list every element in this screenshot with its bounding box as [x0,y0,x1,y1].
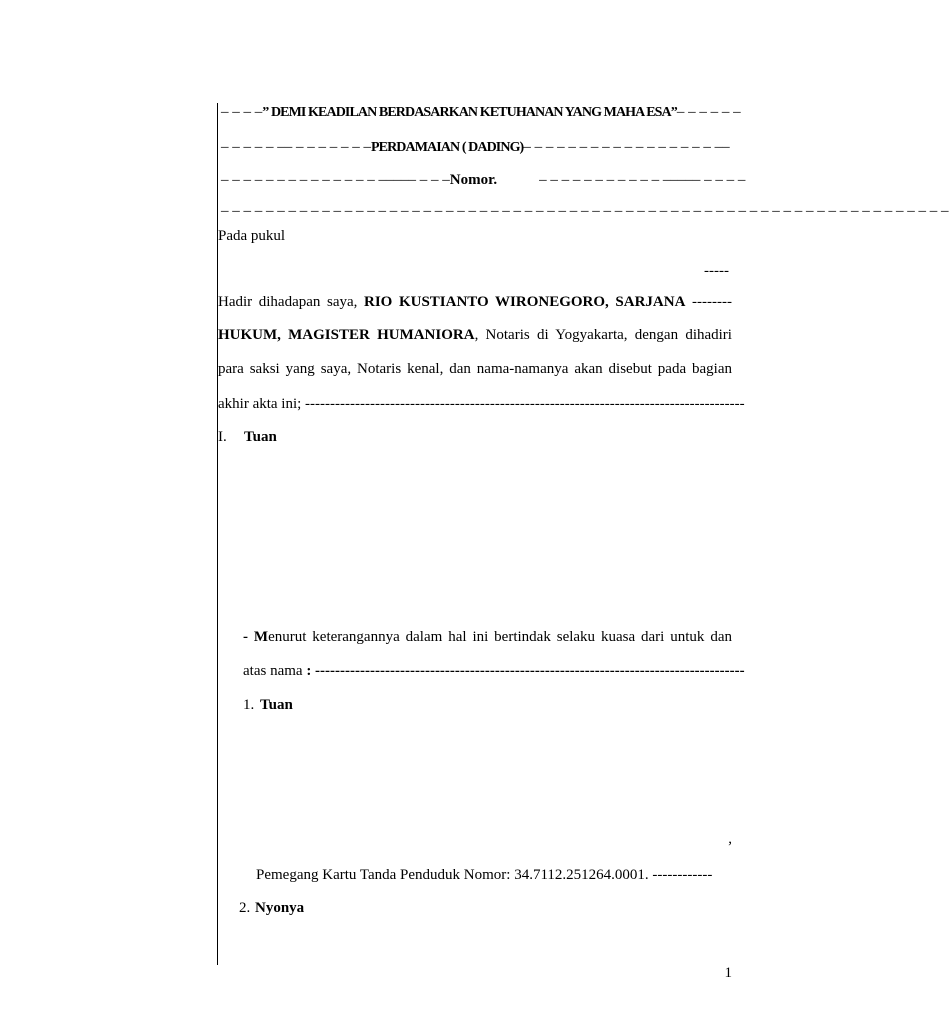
header-line-3-suffix: – – – – – – – – – – – ––––– – – – – [539,172,746,188]
hadir-line [218,293,732,311]
party-1-title: Tuan [244,429,277,445]
hadir-lead: Hadir dihadapan saya, [218,294,365,310]
item-1-title: Tuan [260,697,293,713]
header-line-4: – – – – – – – – – – – – – – – – – – – – – – – – – – – – – – – – – – – – – – – – – – – – – – – – – – – – – – – – – – – – – – – – – [221,203,949,219]
header-line-1-prefix: – – – – [221,104,263,120]
item-1-heading [243,696,754,714]
atas-nama-dashes: : -------------------------------------------------------------------------------------- [306,663,745,679]
header-line-3-prefix: – – – – – – – – – – – – – – ––––– – – – [221,172,450,188]
pada-pukul-label: Pada pukul [218,228,286,244]
ktp-line: Pemegang Kartu Tanda Penduduk Nomor: 34.7112.251264.0001. ------------ [256,867,713,883]
notary-title: HUKUM, MAGISTER HUMANIORA [218,327,475,343]
atas-nama-label: atas nama [243,663,307,679]
deed-number-label: Nomor. [449,172,498,188]
header-line-3 [221,171,746,189]
saksi-line: para saksi yang saya, Notaris kenal, dan nama-namanya akan disebut pada bagian [218,361,732,377]
hadir-dashes: -------- [685,294,732,310]
menurut-rest: enurut keterangannya dalam hal ini bertindak selaku kuasa dari untuk dan [268,629,732,645]
header-line-1-suffix: – – – – – – [676,104,741,120]
header-irah-irah-title: ” DEMI KEADILAN BERDASARKAN KETUHANAN YANG MAHA ESA” [262,105,677,120]
page-number: 1 [724,965,732,981]
header-line-2-prefix: – – – – – –– – – – – – – – [221,139,371,155]
menurut-line [243,628,732,646]
trailing-comma: , [728,831,732,847]
akhir-akta-line: akhir akta ini; ---------------------------------------------------------------------------------------- [218,396,745,412]
menurut-dash: - M [243,629,269,645]
item-2-number: 2. [239,900,251,916]
header-line-2-suffix: – – – – – – – – – – – – – – – – – –– [523,139,730,155]
item-2-title: Nyonya [255,900,305,916]
notary-name: RIO KUSTIANTO WIRONEGORO, SARJANA [364,294,686,310]
party-1-number: I. [218,429,227,445]
notary-rest: , Notaris di Yogyakarta, dengan dihadiri [474,327,732,343]
header-line-2 [221,138,732,157]
atas-nama-line [243,662,745,680]
party-1-heading [218,428,729,446]
time-dashes: ----- [704,263,729,279]
item-2-heading [239,899,750,917]
item-1-number: 1. [243,697,255,713]
notary-title-line [218,326,732,344]
deed-title: PERDAMAIAN ( DADING) [371,140,524,155]
header-line-1 [221,103,741,122]
